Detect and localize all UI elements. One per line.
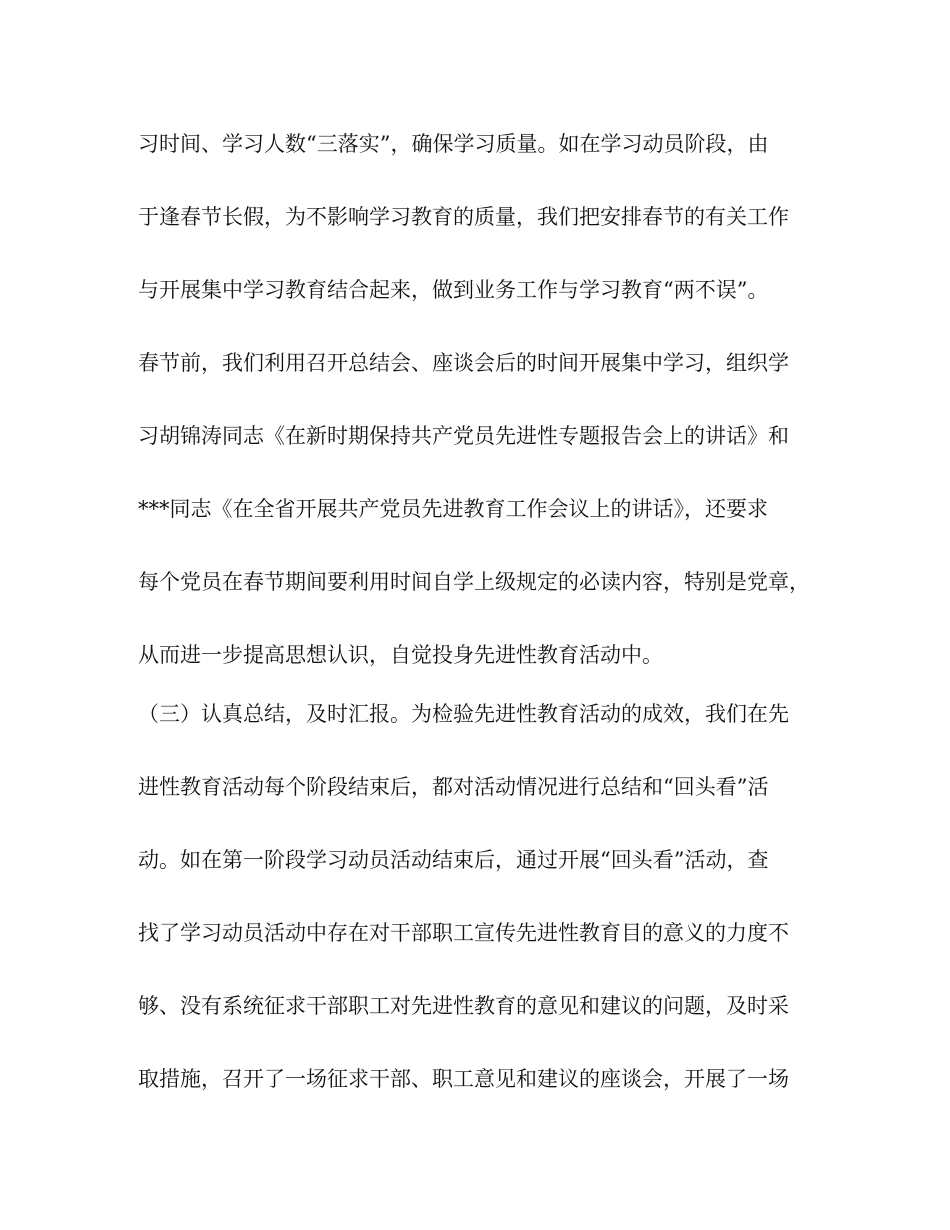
text-line: 习时间、学习人数“三落实”，确保学习质量。如在学习动员阶段，由: [138, 132, 769, 156]
text-line: 从而进一步提高思想认识，自觉投身先进性教育活动中。: [138, 643, 663, 667]
text-line: 够、没有系统征求干部职工对先进性教育的意见和建议的问题，及时采: [138, 994, 789, 1018]
text-line: 每个党员在春节期间要利用时间自学上级规定的必读内容，特别是党章，: [138, 570, 810, 594]
text-line: 取措施，召开了一场征求干部、职工意见和建议的座谈会，开展了一场: [138, 1067, 789, 1091]
text-line: 进性教育活动每个阶段结束后，都对活动情况进行总结和“回头看”活: [138, 775, 769, 799]
text-line: 春节前，我们利用召开总结会、座谈会后的时间开展集中学习，组织学: [138, 351, 789, 375]
text-line: 动。如在第一阶段学习动员活动结束后，通过开展“回头看”活动，查: [138, 848, 769, 872]
text-line: （三）认真总结，及时汇报。为检验先进性教育活动的成效，我们在先: [138, 702, 789, 726]
text-line: 与开展集中学习教育结合起来，做到业务工作与学习教育“两不误”。: [138, 278, 769, 302]
text-line: 于逢春节长假，为不影响学习教育的质量，我们把安排春节的有关工作: [138, 205, 789, 229]
text-line: ***同志《在全省开展共产党员先进教育工作会议上的讲话》，还要求: [138, 497, 768, 521]
text-line: 找了学习动员活动中存在对干部职工宣传先进性教育目的意义的力度不: [138, 921, 789, 945]
text-line: 习胡锦涛同志《在新时期保持共产党员先进性专题报告会上的讲话》和: [138, 424, 789, 448]
